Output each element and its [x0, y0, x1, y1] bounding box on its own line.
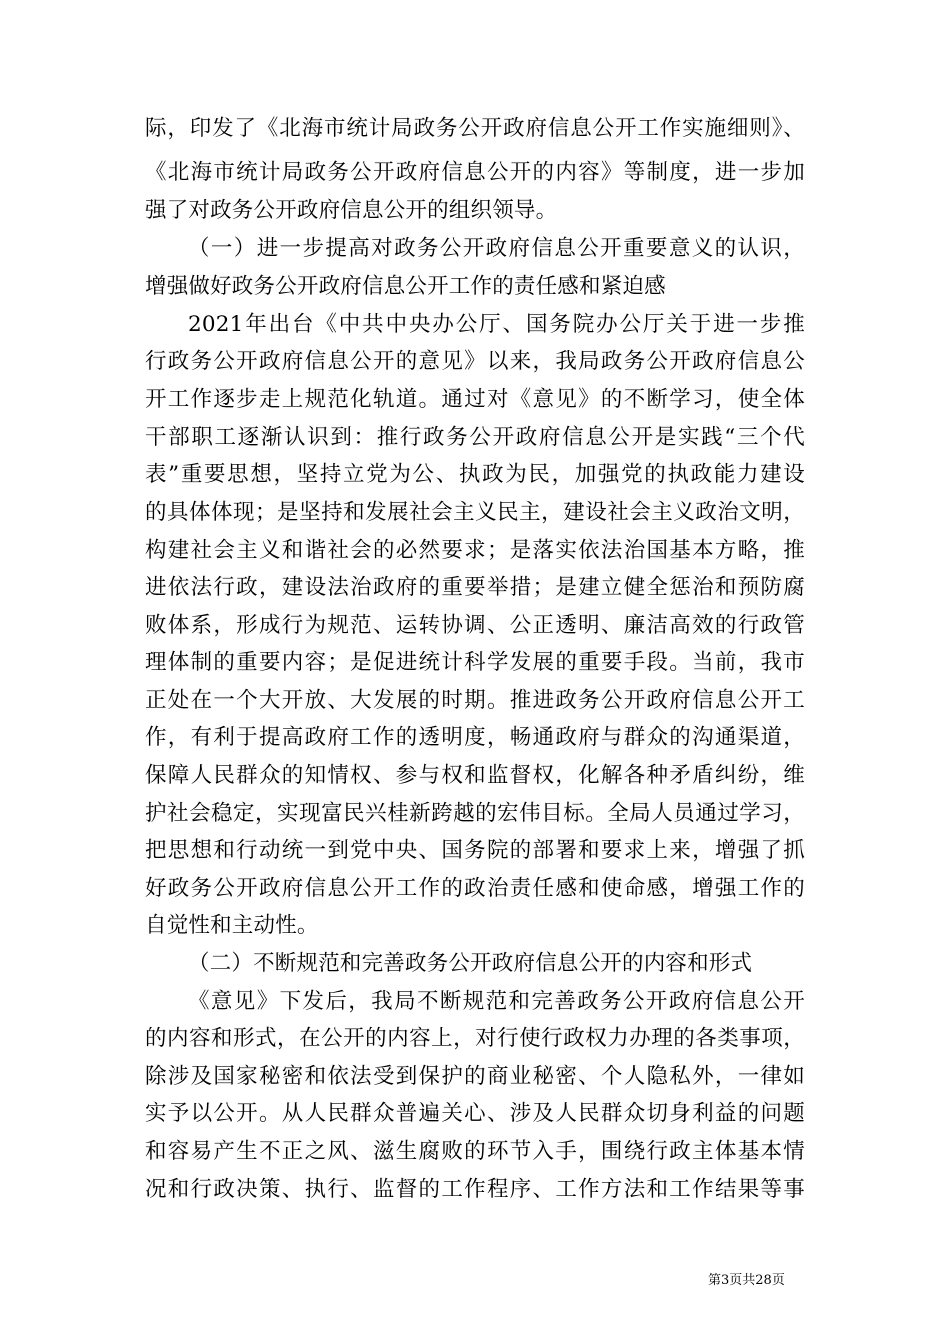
text-line: 况和行政决策、执行、监督的工作程序、工作方法和工作结果等事 — [145, 1177, 805, 1202]
text-line: 正处在一个大开放、大发展的时期。推进政务公开政府信息公开工 — [145, 688, 805, 713]
text-line: 把思想和行动统一到党中央、国务院的部署和要求上来，增强了抓 — [145, 838, 805, 863]
text-line: 《意见》下发后，我局不断规范和完善政务公开政府信息公开 — [188, 989, 805, 1014]
text-line: 开工作逐步走上规范化轨道。通过对《意见》的不断学习，使全体 — [145, 387, 805, 412]
text-line: 作，有利于提高政府工作的透明度，畅通政府与群众的沟通渠道， — [145, 725, 805, 750]
text-line: 理体制的重要内容；是促进统计科学发展的重要手段。当前，我市 — [145, 650, 805, 675]
text-line: 除涉及国家秘密和依法受到保护的商业秘密、个人隐私外，一律如 — [145, 1064, 805, 1089]
text-line: 2021年出台《中共中央办公厅、国务院办公厅关于进一步推 — [188, 312, 805, 337]
page-number: 第3页共28页 — [708, 1273, 785, 1288]
text-line: 际，印发了《北海市统计局政务公开政府信息公开工作实施细则》、 — [145, 116, 805, 141]
section-heading-line: 增强做好政务公开政府信息公开工作的责任感和紧迫感 — [145, 274, 666, 299]
text-line: 的内容和形式，在公开的内容上，对行使行政权力办理的各类事项， — [145, 1026, 805, 1051]
text-line: 败体系，形成行为规范、运转协调、公正透明、廉洁高效的行政管 — [145, 613, 805, 638]
text-line: 的具体体现；是坚持和发展社会主义民主，建设社会主义政治文明， — [145, 500, 805, 525]
text-line: 保障人民群众的知情权、参与权和监督权，化解各种矛盾纠纷，维 — [145, 763, 805, 788]
text-line: 护社会稳定，实现富民兴桂新跨越的宏伟目标。全局人员通过学习， — [145, 801, 805, 826]
text-line: 行政务公开政府信息公开的意见》以来，我局政务公开政府信息公 — [145, 349, 805, 374]
text-line: 干部职工逐渐认识到：推行政务公开政府信息公开是实践“三个代 — [145, 425, 805, 450]
section-heading-line: （一）进一步提高对政务公开政府信息公开重要意义的认识， — [188, 236, 805, 261]
text-line: 好政务公开政府信息公开工作的政治责任感和使命感，增强工作的 — [145, 876, 805, 901]
text-line: 实予以公开。从人民群众普遍关心、涉及人民群众切身利益的问题 — [145, 1101, 805, 1126]
section-heading-line: （二）不断规范和完善政务公开政府信息公开的内容和形式 — [188, 951, 753, 976]
text-line: 构建社会主义和谐社会的必然要求；是落实依法治国基本方略，推 — [145, 538, 805, 563]
text-line: 强了对政务公开政府信息公开的组织领导。 — [145, 198, 558, 223]
text-line: 和容易产生不正之风、滋生腐败的环节入手，围绕行政主体基本情 — [145, 1139, 805, 1164]
text-line: 《北海市统计局政务公开政府信息公开的内容》等制度，进一步加 — [145, 160, 805, 185]
text-line: 表”重要思想，坚持立党为公、执政为民，加强党的执政能力建设 — [145, 462, 805, 487]
text-line: 自觉性和主动性。 — [145, 913, 319, 938]
text-line: 进依法行政，建设法治政府的重要举措；是建立健全惩治和预防腐 — [145, 575, 805, 600]
